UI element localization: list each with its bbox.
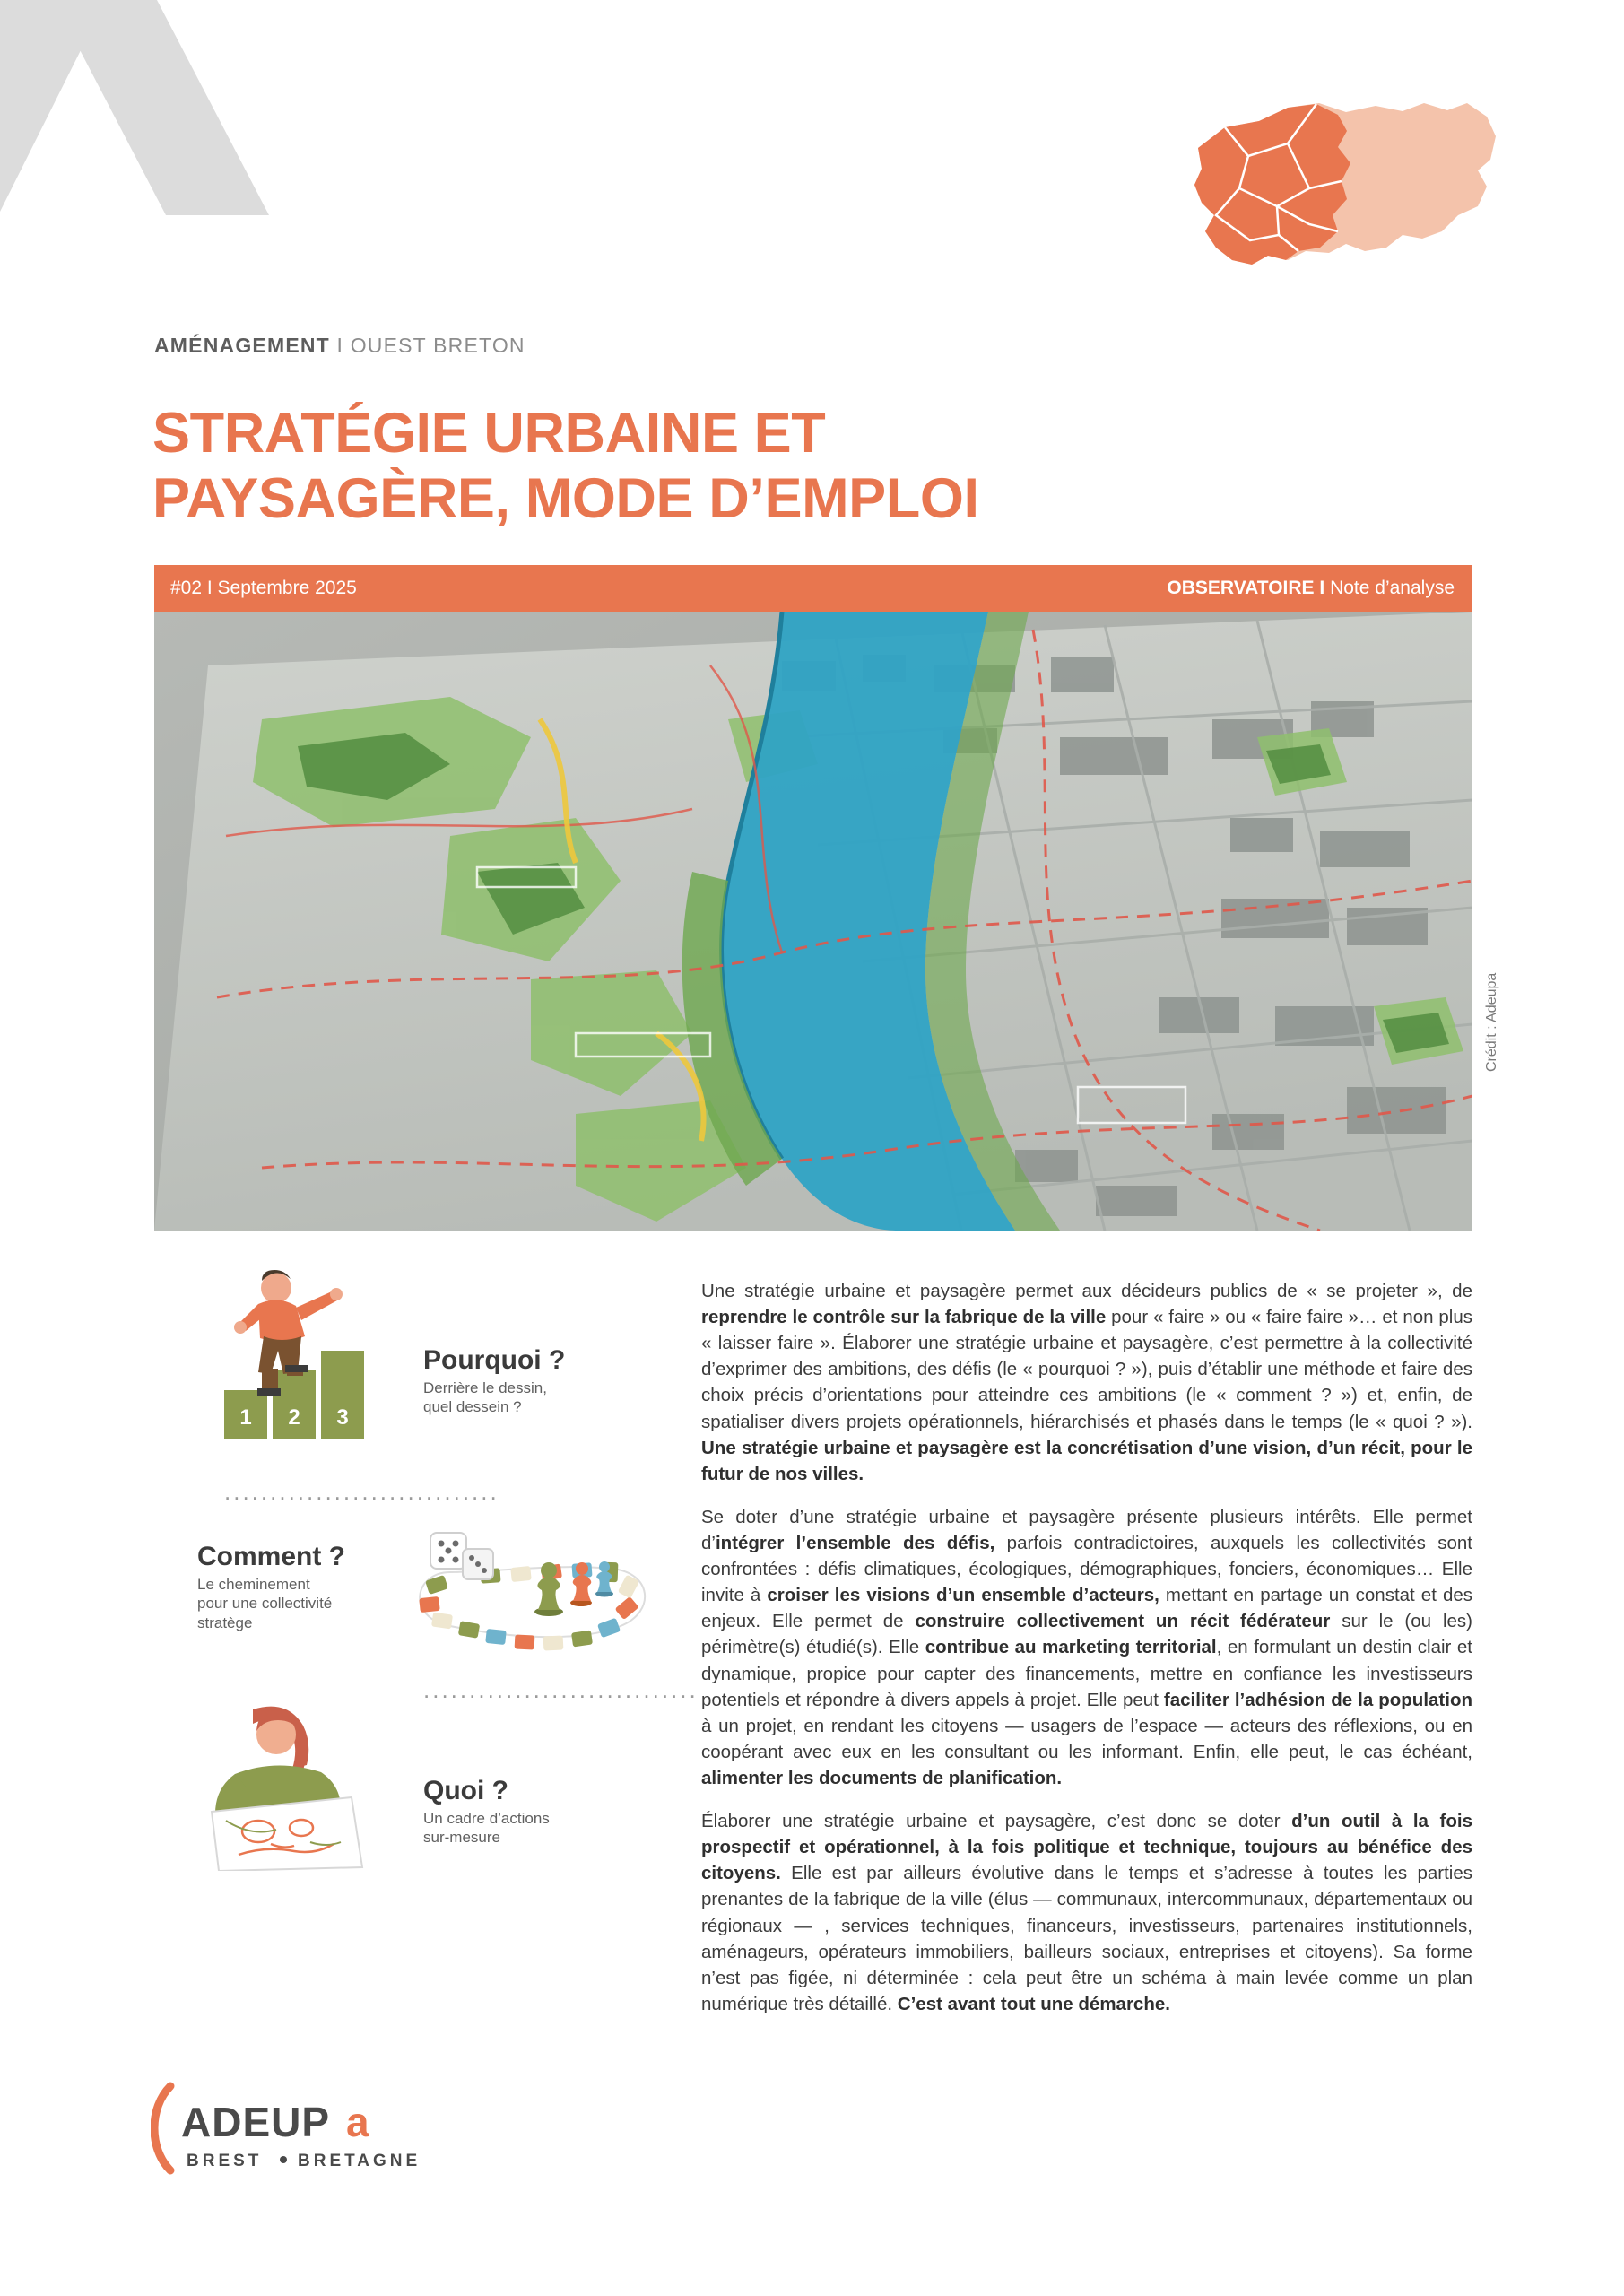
step-sub-line1: Le cheminement <box>197 1576 310 1593</box>
step-title: Pourquoi ? <box>423 1345 566 1375</box>
adeupa-logo <box>151 2081 456 2179</box>
paragraph-2 <box>701 1504 1472 1791</box>
issue-label: #02 I Septembre 2025 <box>170 578 357 598</box>
step-quoi <box>154 1706 692 1876</box>
illustration-jeu-de-plateau <box>396 1518 665 1671</box>
photo-credit: Crédit : Adeupa <box>1484 972 1499 1072</box>
p2-d: croiser les visions d’un ensemble d’acteurs, <box>767 1585 1159 1606</box>
p2-h: contribue au marketing territorial <box>925 1637 1217 1658</box>
step-sub-line1: Derrière le dessin, <box>423 1379 547 1396</box>
step-pourquoi <box>154 1283 692 1475</box>
step-sub-line1: Un cadre d’actions <box>423 1810 550 1827</box>
separator-2: .............................. <box>423 1676 699 1703</box>
p2-i: , en formulant un destin clair et dynamique, propice pour capter des financements, mettre en confiance les investisseurs potentiels et répondre à divers appels à projet. Elle peut <box>701 1637 1472 1710</box>
step-comment <box>154 1508 692 1674</box>
svg-text:3: 3 <box>336 1405 349 1430</box>
publication-type-light: Note d’analyse <box>1330 578 1455 598</box>
article-body <box>701 1278 1472 2034</box>
step-sub-line2: pour une collectivité <box>197 1595 333 1613</box>
svg-text:2: 2 <box>288 1405 300 1430</box>
page-title-line1: STRATÉGIE URBAINE ET <box>152 402 826 465</box>
svg-text:BREST: BREST <box>187 2152 263 2170</box>
step-sub-line2: quel dessein ? <box>423 1398 522 1416</box>
p2-g: sur le (ou les) périmètre(s) étudié(s). Elle <box>701 1611 1472 1658</box>
p3-b: d’un outil à la fois prospectif et opérationnel, à la fois politique et technique, toujours au bénéfice des citoyens. <box>701 1811 1472 1884</box>
p2-c: parfois contradictoires, auxquels les collectivités sont confrontées : défis climatiques, écologiques, démographiques, fonciers, économiques… Elle invite à <box>701 1532 1472 1606</box>
separator-1: .............................. <box>224 1478 499 1505</box>
decorative-chevron <box>0 0 296 269</box>
p2-e: mettant en partage un constat et des enjeux. Elle permet de <box>701 1585 1472 1632</box>
publication-type-bold: OBSERVATOIRE I <box>1167 578 1331 598</box>
p1-d: Une stratégie urbaine et paysagère est la concrétisation d’une vision, d’un récit, pour le futur de nos villes. <box>701 1437 1472 1484</box>
p2-j: faciliter l’adhésion de la population <box>1163 1689 1472 1710</box>
paragraph-3 <box>701 1808 1472 2017</box>
p2-f: construire collectivement un récit fédérateur <box>915 1611 1331 1632</box>
page-title <box>152 401 1408 531</box>
kicker-bold: AMÉNAGEMENT <box>154 334 330 357</box>
step-title: Quoi ? <box>423 1776 508 1805</box>
p2-b: intégrer l’ensemble des défis, <box>715 1532 995 1553</box>
svg-text:ADEUP: ADEUP <box>181 2099 331 2145</box>
svg-text:BRETAGNE: BRETAGNE <box>298 2152 421 2170</box>
cover-photo <box>154 612 1472 1231</box>
p3-a: Élaborer une stratégie urbaine et paysagère, c’est donc se doter <box>701 1811 1292 1832</box>
step-title: Comment ? <box>197 1542 345 1571</box>
p2-l: alimenter les documents de planification. <box>701 1767 1063 1788</box>
p1-a: Une stratégie urbaine et paysagère permet aux décideurs publics de « se projeter », de <box>701 1281 1472 1301</box>
step-sub-line3: stratège <box>197 1613 253 1631</box>
p2-a: Se doter d’une stratégie urbaine et paysagère présente plusieurs intérêts. Elle permet d’ <box>701 1506 1472 1553</box>
p1-b: reprendre le contrôle sur la fabrique de la ville <box>701 1307 1107 1328</box>
kicker-light: OUEST BRETON <box>350 334 525 357</box>
steps-column <box>154 1283 699 1876</box>
p3-c: Elle est par ailleurs évolutive dans le temps et s’adresse à toutes les parties prenantes de la fabrique de la ville (élus — communaux, intercommunaux, départementaux ou régionaux — , services techniques, financeurs, investisseurs, partenaires institutionnels, aménageurs, opérateurs immobiliers, bailleurs sociaux, entreprises et citoyens). Sa forme n’est pas figée, ni déterminée : cela peut être un schéma à main levée comme un plan numérique très détaillé. <box>701 1863 1472 2014</box>
svg-text:1: 1 <box>239 1405 252 1430</box>
paragraph-1 <box>701 1278 1472 1487</box>
publication-type <box>1167 578 1455 599</box>
p1-c: pour « faire » ou « faire faire »… et non plus « laisser faire ». Élaborer une stratégie urbaine et paysagère, c’est permettre à la collectivité d’exprimer des ambitions, des défis (le « pourquoi ? »), puis d’établir une méthode et faire des choix précis d’orientations pour atteindre ces ambitions (le « comment ? ») et, enfin, de spatialiser divers projets opérationnels, hiérarchisés et phasés dans le temps (le « quoi ? »). <box>701 1307 1473 1432</box>
svg-text:a: a <box>346 2099 369 2145</box>
p2-k: à un projet, en rendant les citoyens — usagers de l’espace — acteurs des réflexions, ou en coopérant avec eux en les consultant ou les informant. Enfin, elle peut, le cas échéant, <box>701 1715 1472 1762</box>
issue-bar <box>154 565 1472 612</box>
p3-d: C’est avant tout une démarche. <box>897 1993 1170 2014</box>
kicker-sep: I <box>329 334 351 357</box>
bretagne-map-icon <box>1162 81 1548 323</box>
page-title-line2: PAYSAGÈRE, MODE D’EMPLOI <box>152 466 979 530</box>
step-sub-line2: sur-mesure <box>423 1829 500 1847</box>
kicker <box>154 334 525 358</box>
